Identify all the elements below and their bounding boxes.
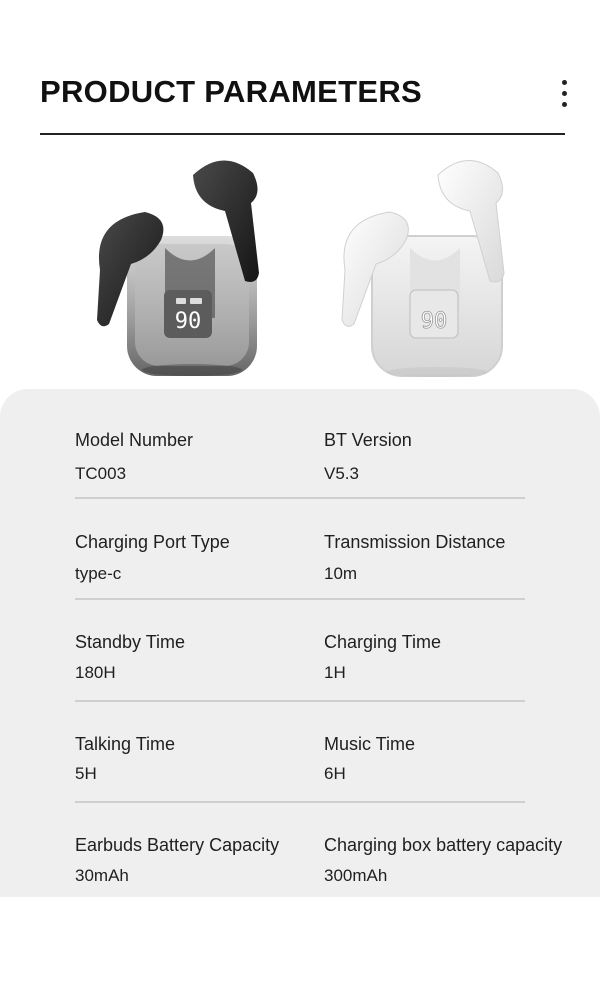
spec-label-charging-port: Charging Port Type [75,532,230,552]
page-title: PRODUCT PARAMETERS [40,74,423,109]
spec-value-model-number: TC003 [75,464,127,483]
spec-value-box-battery: 300mAh [324,866,388,885]
spec-label-music-time: Music Time [324,734,416,754]
white-case-display: 90 [420,309,448,334]
spec-value-transmission-distance: 10m [324,564,358,583]
spec-value-charging-time: 1H [324,663,346,682]
black-case-display: 90 [174,309,202,334]
footer-area [0,897,600,987]
row-divider [75,497,525,499]
spec-value-music-time: 6H [324,764,346,783]
spec-value-earbuds-battery: 30mAh [75,866,129,885]
row-divider [75,801,525,803]
title-divider [40,133,565,135]
white-earbuds-case [342,160,504,377]
spec-label-earbuds-battery: Earbuds Battery Capacity [75,835,280,855]
spec-label-charging-time: Charging Time [324,632,442,652]
spec-value-bt-version: V5.3 [324,464,359,483]
spec-label-standby-time: Standby Time [75,632,186,652]
row-divider [75,598,525,600]
spec-label-talking-time: Talking Time [75,734,176,754]
row-divider [75,700,525,702]
spec-label-transmission-distance: Transmission Distance [324,532,506,552]
spec-label-box-battery: Charging box battery capacity [324,835,563,855]
product-image [0,140,600,390]
black-earbuds-case [97,160,259,376]
spec-label-model-number: Model Number [75,430,194,450]
more-vertical-icon[interactable] [558,80,570,120]
spec-value-talking-time: 5H [75,764,97,783]
spec-value-charging-port: type-c [75,564,122,583]
spec-value-standby-time: 180H [75,663,116,682]
spec-label-bt-version: BT Version [324,430,412,450]
